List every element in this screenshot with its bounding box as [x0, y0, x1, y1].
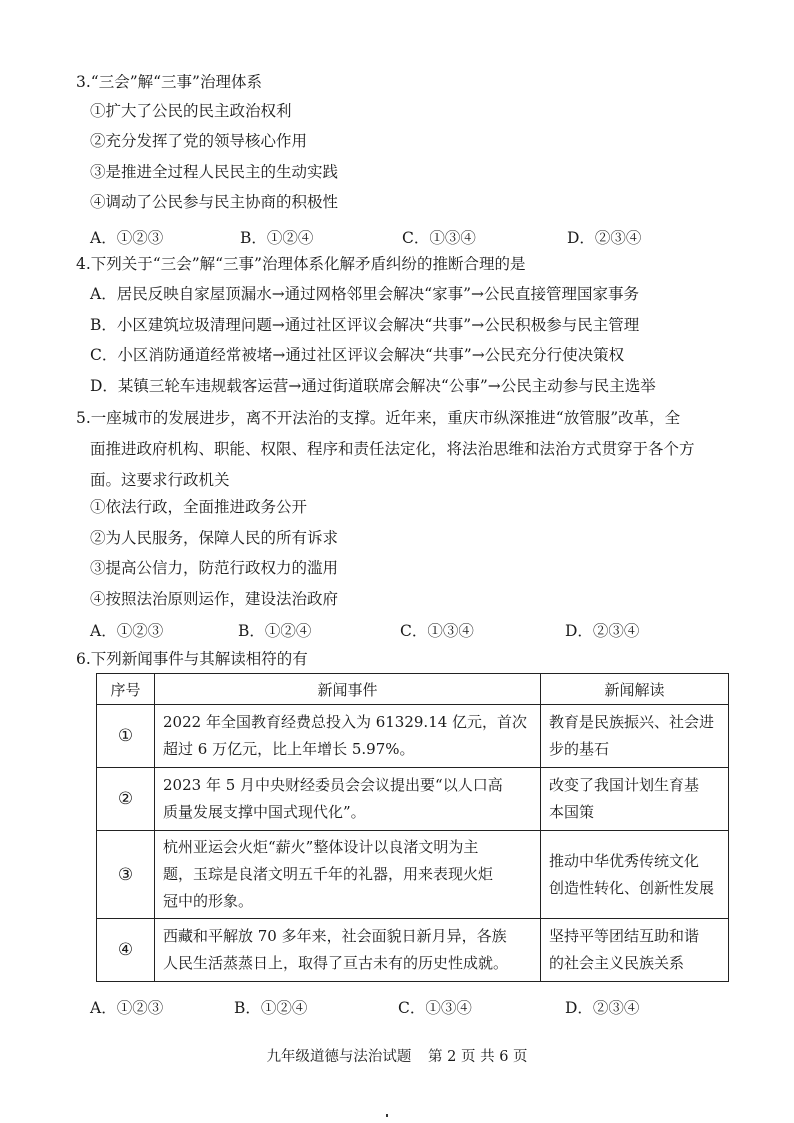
q5-item-3: ③提高公信力，防范行政权力的滥用 [90, 559, 339, 577]
table-row [97, 768, 729, 831]
footer-page-number: 第 2 页 共 6 页 [428, 1049, 528, 1065]
q6-option-a[interactable]: A．①②③ [90, 999, 164, 1017]
q3-option-a[interactable]: A．①②③ [90, 229, 164, 247]
news-event-line: 冠中的形象。 [163, 892, 254, 910]
news-event-line: 题，玉琮是良渚文明五千年的礼器，用来表现火炬 [163, 865, 494, 883]
q5-option-c[interactable]: C．①③④ [400, 622, 474, 640]
q3-item-3: ③是推进全过程人民民主的生动实践 [90, 163, 339, 181]
header-index: 序号 [97, 674, 155, 705]
row-number: ④ [97, 919, 155, 982]
news-reading-line: 推动中华优秀传统文化 [549, 851, 700, 870]
q3-item-4: ④调动了公民参与民主协商的积极性 [90, 193, 339, 211]
news-event [155, 919, 541, 982]
q3-option-b[interactable]: B．①②④ [240, 229, 314, 247]
q5-stem-line-3: 面。这要求行政机关 [90, 471, 230, 489]
news-table-header [97, 674, 729, 705]
q5-stem-line-1: 5.一座城市的发展进步，离不开法治的支撑。近年来，重庆市纵深推进“放管服”改革，全 [76, 409, 681, 427]
news-reading-line: 创造性转化、创新性发展 [549, 878, 715, 897]
q4-option-b[interactable]: B．小区建筑垃圾清理问题→通过社区评议会解决“共事”→公民积极参与民主管理 [90, 316, 640, 334]
news-event-line: 2022 年全国教育经费总投入为 61329.14 亿元，首次 [163, 713, 528, 731]
news-event-line: 2023 年 5 月中央财经委员会会议提出要“以人口高 [163, 776, 503, 794]
q5-option-d[interactable]: D．②③④ [565, 622, 640, 640]
table-row [97, 919, 729, 982]
news-event-line: 杭州亚运会火炬“薪火”整体设计以良渚文明为主 [163, 838, 479, 856]
news-table [96, 673, 729, 982]
news-reading-line: 步的基石 [549, 740, 610, 758]
q5-option-b[interactable]: B．①②④ [238, 622, 312, 640]
news-reading [541, 705, 729, 768]
q4-option-a[interactable]: A．居民反映自家屋顶漏水→通过网格邻里会解决“家事”→公民直接管理国家事务 [90, 285, 640, 303]
q6-option-c[interactable]: C．①③④ [398, 999, 472, 1017]
q5-item-1: ①依法行政，全面推进政务公开 [90, 498, 308, 516]
scan-speck [386, 1114, 388, 1117]
q3-stem: 3.“三会”解“三事”治理体系 [76, 73, 262, 91]
news-reading-line: 的社会主义民族关系 [549, 954, 685, 972]
q6-option-d[interactable]: D．②③④ [565, 999, 640, 1017]
news-event [155, 705, 541, 768]
q5-item-4: ④按照法治原则运作，建设法治政府 [90, 590, 339, 608]
q3-option-c[interactable]: C．①③④ [402, 229, 476, 247]
news-event-line: 西藏和平解放 70 多年来，社会面貌日新月异，各族 [163, 927, 507, 945]
row-number: ② [97, 768, 155, 831]
news-reading-line: 改变了我国计划生育基 [549, 776, 700, 794]
news-reading-line: 本国策 [549, 803, 595, 821]
q3-item-2: ②充分发挥了党的领导核心作用 [90, 132, 308, 150]
page-footer [0, 1045, 794, 1066]
news-event [155, 831, 541, 919]
q5-stem-line-2: 面推进政府机构、职能、权限、程序和责任法定化，将法治思维和法治方式贯穿于各个方 [90, 440, 695, 458]
news-event-line: 超过 6 万亿元，比上年增长 5.97%。 [163, 740, 415, 758]
news-event-line: 人民生活蒸蒸日上，取得了亘古未有的历史性成就。 [163, 954, 509, 972]
news-reading [541, 768, 729, 831]
row-number: ③ [97, 831, 155, 919]
q5-item-2: ②为人民服务，保障人民的所有诉求 [90, 529, 339, 547]
q5-option-a[interactable]: A．①②③ [90, 622, 164, 640]
news-reading [541, 919, 729, 982]
q4-option-d[interactable]: D．某镇三轮车违规载客运营→通过街道联席会解决“公事”→公民主动参与民主选举 [90, 377, 656, 395]
header-event: 新闻事件 [155, 674, 541, 705]
q4-option-c[interactable]: C．小区消防通道经常被堵→通过社区评议会解决“共事”→公民充分行使决策权 [90, 346, 625, 364]
news-reading [541, 831, 729, 919]
footer-subject: 九年级道德与法治试题 [266, 1049, 412, 1065]
news-event [155, 768, 541, 831]
q6-option-b[interactable]: B．①②④ [234, 999, 308, 1017]
row-number: ① [97, 705, 155, 768]
q3-item-1: ①扩大了公民的民主政治权利 [90, 102, 292, 120]
news-reading-line: 坚持平等团结互助和谐 [549, 927, 700, 945]
q6-stem: 6.下列新闻事件与其解读相符的有 [76, 650, 308, 668]
q3-option-d[interactable]: D．②③④ [567, 229, 642, 247]
table-row [97, 705, 729, 768]
news-reading-line: 教育是民族振兴、社会进 [549, 713, 715, 731]
news-event-line: 质量发展支撑中国式现代化”。 [163, 803, 366, 821]
q4-stem: 4.下列关于“三会”解“三事”治理体系化解矛盾纠纷的推断合理的是 [76, 255, 526, 273]
header-reading: 新闻解读 [541, 674, 729, 705]
table-row [97, 831, 729, 919]
